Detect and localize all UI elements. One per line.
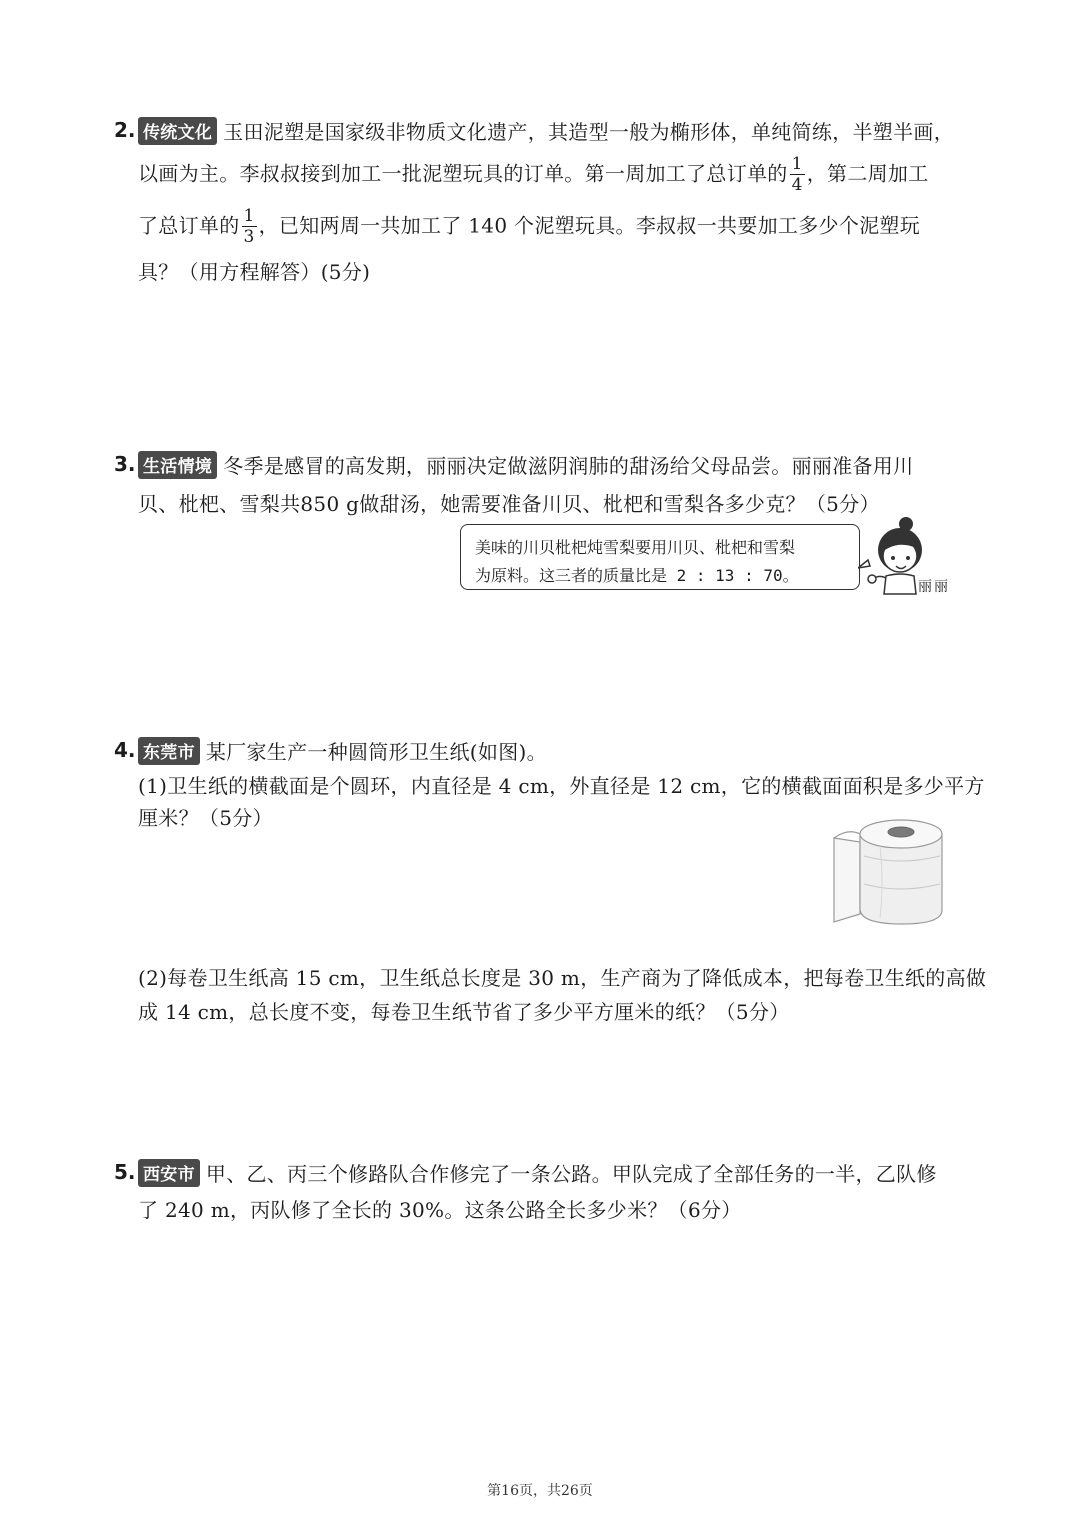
toilet-paper-roll-illustration (830, 814, 946, 928)
sub-question-2-text: (2)每卷卫生纸高 15 cm，卫生纸总长度是 30 m，生产商为了降低成本，把每卷卫生纸的高做 (138, 966, 987, 990)
question-text: 以画为主。李叔叔接到加工一批泥塑玩具的订单。第一周加工了总订单的 (138, 161, 788, 186)
sub-question-1-text: (1)卫生纸的横截面是个圆环，内直径是 4 cm，外直径是 12 cm，它的横截面面积是多少平方 (138, 774, 985, 798)
category-tag: 生活情境 (138, 451, 217, 479)
category-tag: 西安市 (138, 1159, 200, 1187)
bubble-text: 美味的川贝枇杷炖雪梨要用川贝、枇杷和雪梨 (475, 538, 796, 557)
question-text: ，已知两周一共加工了 140 个泥塑玩具。李叔叔一共要加工多少个泥塑玩 (258, 213, 921, 238)
question-4-part-2 (114, 962, 987, 1026)
character-name: 丽丽 (918, 579, 950, 595)
speech-bubble (460, 524, 860, 590)
question-text: 了 240 m，丙队修了全长的 30%。这条公路全长多少米？（6分） (138, 1198, 742, 1222)
fraction: $\frac{1}{4}$ (791, 154, 803, 195)
bubble-text: 为原料。这三者的质量比是 2 : 13 : 70。 (475, 566, 799, 585)
category-tag: 东莞市 (138, 737, 200, 765)
question-number: 5. (114, 1160, 136, 1184)
sub-question-2-text: 成 14 cm，总长度不变，每卷卫生纸节省了多少平方厘米的纸？（5分） (138, 1000, 790, 1024)
question-number: 2. (114, 118, 136, 142)
category-tag: 传统文化 (138, 117, 217, 145)
question-number: 4. (114, 738, 136, 762)
question-text: 玉田泥塑是国家级非物质文化遗产，其造型一般为椭形体，单纯简练，半塑半画， (223, 120, 955, 144)
question-text: 冬季是感冒的高发期，丽丽决定做滋阴润肺的甜汤给父母品尝。丽丽准备用川 (223, 454, 914, 478)
question-text: 具？（用方程解答）(5分) (138, 260, 371, 284)
sub-question-1-text: 厘米？（5分） (138, 806, 273, 830)
question-number: 3. (114, 452, 136, 476)
question-text: 某厂家生产一种圆筒形卫生纸(如图)。 (205, 740, 547, 764)
fraction: $\frac{1}{3}$ (243, 206, 255, 247)
question-text: 甲、乙、丙三个修路队合作修完了一条公路。甲队完成了全部任务的一半，乙队修 (205, 1162, 937, 1186)
page-number: 第16页，共26页 (487, 1483, 593, 1499)
question-text: 了总订单的 (138, 213, 240, 238)
question-text: ，第二周加工 (806, 161, 929, 186)
question-5 (114, 1158, 960, 1228)
question-text: 贝、枇杷、雪梨共850 g做甜汤，她需要准备川贝、枇杷和雪梨各多少克？（5分） (138, 492, 880, 516)
question-4 (114, 736, 985, 830)
question-3 (114, 450, 960, 530)
question-2 (114, 116, 960, 286)
